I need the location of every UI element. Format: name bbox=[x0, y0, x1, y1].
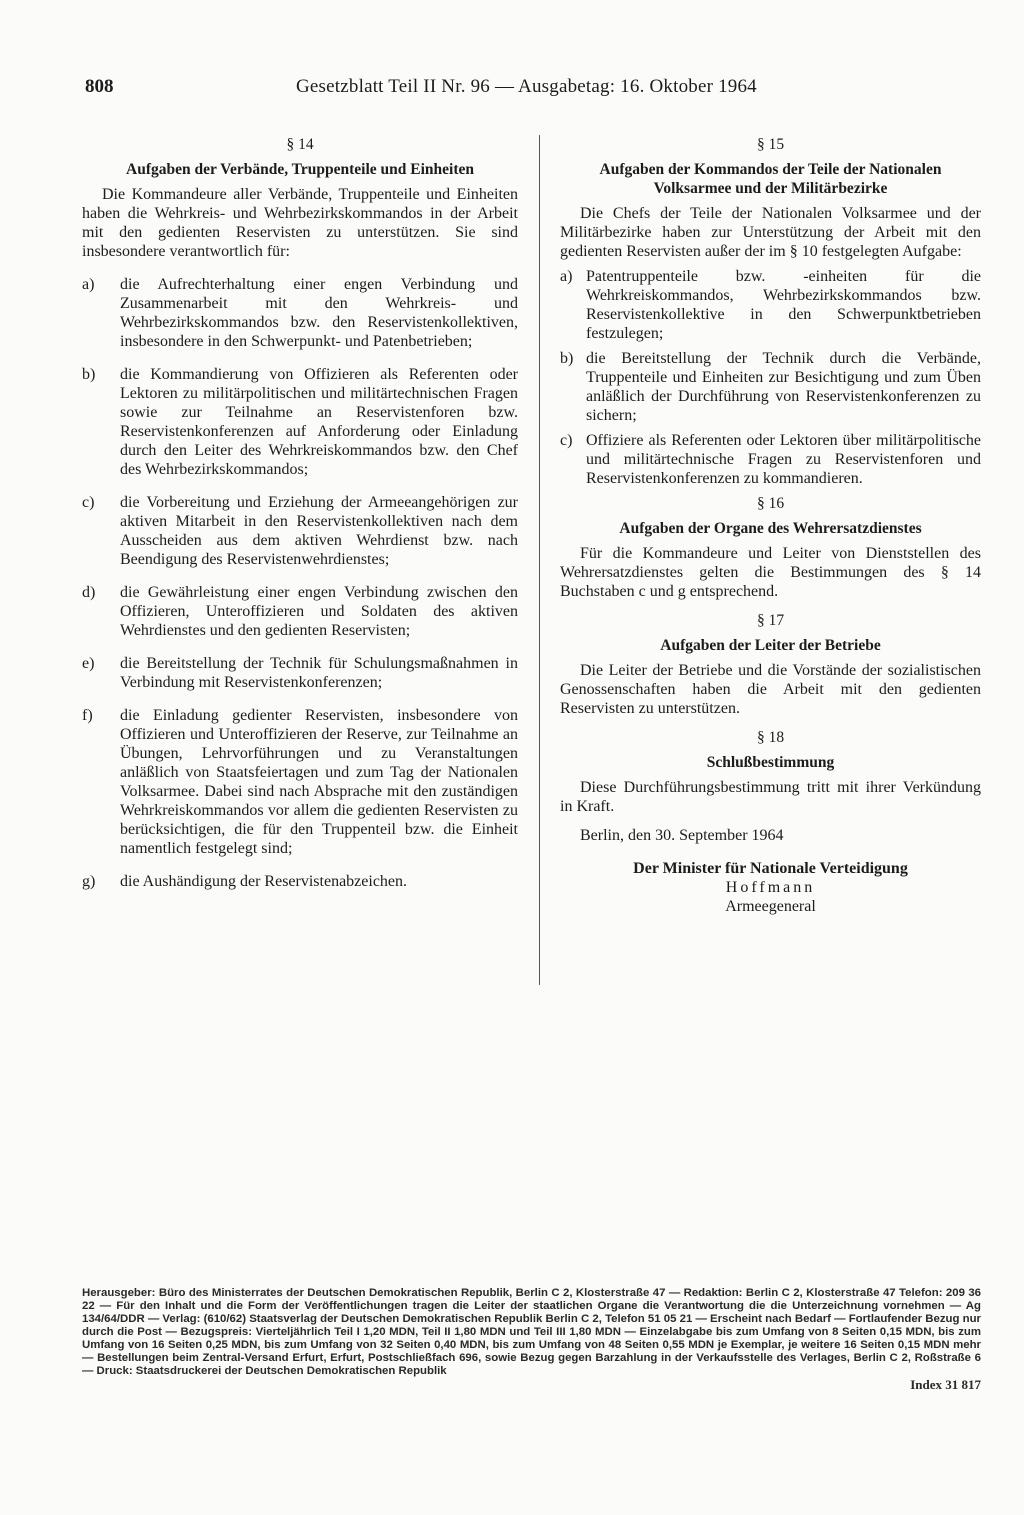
imprint-text: Herausgeber: Büro des Ministerrates der Deutschen Demokratischen Republik, Berlin C 2, Klosterstraße 47 — Redaktion: Berlin C 2, Klosterstraße 47 Telefon: 209 36 22 — Für den Inhalt und die Form der Veröffentlichungen tragen die Leiter der staatlichen Organe die Verantwortung die die Unterzeichnung vornehmen — Ag 134/64/DDR — Verlag: (610/62) Staatsverlag der Deutschen Demokratischen Republik Berlin C 2, Telefon 51 05 21 — Erscheint nach Bedarf — Fortlaufender Bezug nur durch die Post — Bezugspreis: Vierteljährlich Teil I 1,20 MDN, Teil II 1,80 MDN und Teil III 1,80 MDN — Einzelabgabe bis zum Umfang von 8 Seiten 0,15 MDN, bis zum Umfang von 16 Seiten 0,25 MDN, bis zum Umfang von 32 Seiten 0,40 MDN, bis zum Umfang von 48 Seiten 0,55 MDN je Exemplar, je weitere 16 Seiten 0,15 MDN mehr — Bestellungen beim Zentral-Versand Erfurt, Erfurt, Postschließfach 696, sowie Bezug gegen Barzahlung in der Verkaufsstelle des Verlages, Berlin C 2, Roßstraße 6 — Druck: Staatsdruckerei der Deutschen Demokratischen Republik bbox=[82, 1287, 981, 1377]
list-item-text: die Gewährleistung einer engen Verbindung zwischen den Offizieren, Unteroffizieren und Soldaten des aktiven Wehrdienstes und den gedienten Reservisten; bbox=[120, 584, 518, 639]
list-item bbox=[560, 431, 981, 488]
list-marker: e) bbox=[82, 655, 95, 672]
list-item bbox=[560, 349, 981, 425]
list-marker: f) bbox=[82, 707, 93, 724]
index-number: Index 31 817 bbox=[910, 1377, 981, 1392]
list-item bbox=[560, 267, 981, 343]
signature-rank: Armeegeneral bbox=[725, 898, 816, 915]
list-marker: b) bbox=[82, 366, 96, 383]
list-marker: b) bbox=[560, 350, 574, 367]
list-marker: d) bbox=[82, 584, 96, 601]
signing-date: Berlin, den 30. September 1964 bbox=[580, 827, 784, 844]
list-item-text: die Einladung gedienter Reservisten, insbesondere von Offizieren und Unteroffizieren der Reserve, zur Teilnahme an Übungen, Lehrvorführungen und zu Veranstaltungen anläßlich von Staatsfeiertagen und zum Tag der Nationalen Volksarmee. Dabei sind nach Absprache mit den zuständigen Wehrkreiskommandos vor allem die gedienten Reservisten zu berücksichtigen, die für den Truppenteil bzw. die Einheit namentlich festgelegt sind; bbox=[120, 707, 518, 857]
imprint-footer bbox=[82, 1287, 981, 1391]
list-item-text: die Aufrechterhaltung einer engen Verbindung und Zusammenarbeit mit den Wehrkreis- und Wehrbezirkskommandos bzw. den Reservistenkollektiven, insbesondere in den Schwerpunkt- und Patenbetrieben; bbox=[120, 276, 518, 350]
list-marker: a) bbox=[560, 268, 573, 285]
list-item-text: die Vorbereitung und Erziehung der Armeeangehörigen zur aktiven Mitarbeit in den Reservistenkollektiven nach dem Ausscheiden aus dem aktiven Wehrdienst bzw. nach Beendigung des Reservistenwehrdienstes; bbox=[120, 494, 518, 568]
signature-name: Hoffmann bbox=[725, 879, 816, 896]
list-marker: c) bbox=[560, 432, 573, 449]
list-item bbox=[82, 365, 518, 479]
s15-list bbox=[560, 267, 981, 488]
list-marker: c) bbox=[82, 494, 95, 511]
list-item-text: die Bereitstellung der Technik für Schulungsmaßnahmen in Verbindung mit Reservistenkonferenzen; bbox=[120, 655, 518, 691]
section-number: § 17 bbox=[756, 612, 785, 629]
section-number: § 15 bbox=[756, 136, 785, 153]
list-item bbox=[82, 872, 518, 891]
section-number: § 16 bbox=[756, 495, 785, 512]
section-number: § 14 bbox=[286, 136, 314, 153]
section-heading: Aufgaben der Organe des Wehrersatzdienstes bbox=[619, 520, 922, 537]
page-number: 808 bbox=[85, 76, 114, 97]
section-heading: Aufgaben der Kommandos der Teile der Nationalen Volksarmee und der Militärbezirke bbox=[599, 161, 942, 197]
list-marker: g) bbox=[82, 873, 96, 890]
section-text: Die Leiter der Betriebe und die Vorstände der sozialistischen Genossenschaften haben die Arbeit mit den gedienten Reservisten zu unterstützen. bbox=[560, 662, 981, 717]
list-item-text: Patentruppenteile bzw. -einheiten für die Wehrkreiskommandos, Wehrbezirkskommandos bzw. Reservistenkollektive in den Schwerpunktbetrieben festzulegen; bbox=[586, 268, 981, 342]
list-item bbox=[82, 275, 518, 351]
list-item bbox=[82, 583, 518, 640]
list-marker: a) bbox=[82, 276, 95, 293]
right-column bbox=[560, 135, 981, 916]
section-number: § 18 bbox=[756, 729, 785, 746]
signer-title: Der Minister für Nationale Verteidigung bbox=[633, 860, 908, 877]
gazette-header-title: Gesetzblatt Teil II Nr. 96 — Ausgabetag: 16. Oktober 1964 bbox=[296, 76, 757, 97]
left-column bbox=[82, 135, 518, 905]
list-item bbox=[82, 706, 518, 858]
section-intro: Die Chefs der Teile der Nationalen Volksarmee und der Militärbezirke haben zur Unterstützung der Arbeit mit den gedienten Reservisten außer der im § 10 festgelegten Aufgabe: bbox=[560, 205, 981, 260]
list-item-text: die Bereitstellung der Technik durch die Verbände, Truppenteile und Einheiten zur Besichtigung und zum Üben anläßlich der Durchführung von Reservistenkonferenzen zu sichern; bbox=[586, 350, 981, 424]
list-item-text: die Kommandierung von Offizieren als Referenten oder Lektoren zu militärpolitischen und militärtechnischen Fragen sowie zur Teilnahme an Reservistenforen bzw. Reservistenkonferenzen auf Anforderung oder Einladung durch den Leiter des Wehrkreiskommandos bzw. den Chef des Wehrbezirkskommandos; bbox=[120, 366, 518, 478]
column-divider bbox=[539, 135, 540, 985]
section-intro: Die Kommandeure aller Verbände, Truppenteile und Einheiten haben die Wehrkreis- und Wehrbezirkskommandos in der Arbeit mit den gedienten Reservisten zu unterstützen. Sie sind insbesondere verantwortlich für: bbox=[82, 186, 518, 260]
section-text: Für die Kommandeure und Leiter von Dienststellen des Wehrersatzdienstes gelten die Bestimmungen des § 14 Buchstaben c und g entsprechend. bbox=[560, 545, 981, 600]
list-item bbox=[82, 654, 518, 692]
section-heading: Schlußbestimmung bbox=[706, 754, 835, 771]
list-item-text: die Aushändigung der Reservistenabzeichen. bbox=[120, 873, 408, 890]
section-heading: Aufgaben der Verbände, Truppenteile und Einheiten bbox=[126, 161, 474, 178]
s14-list bbox=[82, 275, 518, 891]
section-text: Diese Durchführungsbestimmung tritt mit ihrer Verkündung in Kraft. bbox=[560, 779, 981, 815]
section-heading: Aufgaben der Leiter der Betriebe bbox=[660, 637, 881, 654]
list-item-text: Offiziere als Referenten oder Lektoren über militärpolitische und militärtechnische Fragen zu Reservistenforen und Reservistenkonferenzen zu kommandieren. bbox=[586, 432, 981, 487]
list-item bbox=[82, 493, 518, 569]
